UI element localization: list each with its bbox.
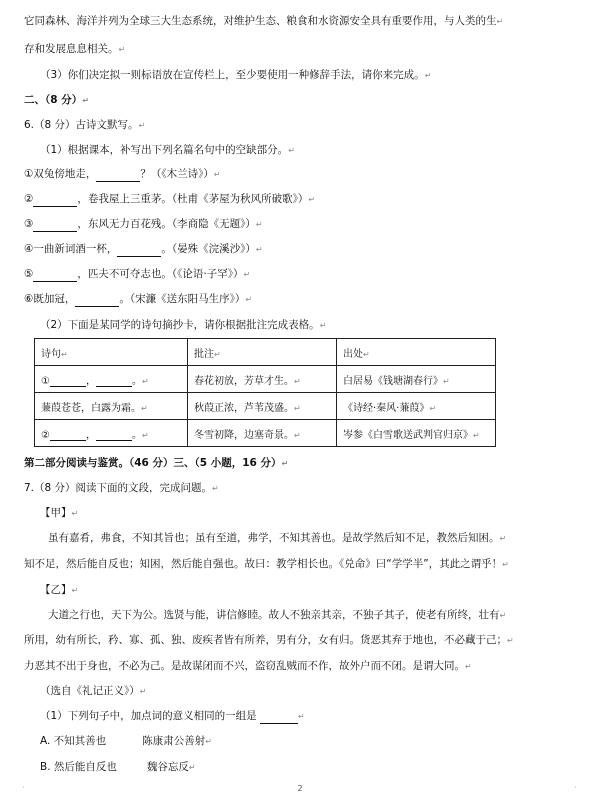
table-row	[35, 366, 496, 393]
question-7-1: （1）下列句子中，加点词的意义相同的一组是 ↵	[40, 710, 305, 722]
header-source: 出处↵	[337, 339, 496, 366]
option-b: B. 然后能自反也 魏谷忘反↵	[40, 761, 196, 773]
corner-mark: ·	[22, 783, 25, 792]
cell-note: 冬雪初降，边塞奇景。↵	[188, 420, 337, 447]
fill-line-2: ② ，卷我屋上三重茅。（杜甫《茅屋为秋风所破歌》）↵	[24, 193, 316, 205]
table-row	[35, 420, 496, 447]
cell-source: 白居易《钱塘湖春行》↵	[337, 366, 496, 393]
table-row	[35, 393, 496, 420]
poem-card-table	[34, 338, 496, 447]
source-note: （选自《礼记正义》）↵	[40, 685, 147, 697]
question-3: （3）你们决定拟一则标语放在宣传栏上，至少要使用一种修辞手法，请你来完成。↵	[40, 69, 432, 81]
answer-blank[interactable]	[117, 244, 161, 257]
question-6-2: （2）下面是某同学的诗句摘抄卡，请你根据批注完成表格。↵	[40, 319, 327, 331]
passage-label-b: 【乙】↵	[40, 584, 79, 596]
answer-blank[interactable]	[50, 374, 86, 387]
answer-blank[interactable]	[260, 711, 298, 724]
cell-poem: ② ， 。↵	[35, 420, 188, 447]
header-poem: 诗句↵	[35, 339, 188, 366]
option-a: A. 不知其善也 陈康肃公善射↵	[40, 735, 212, 747]
text-line: 它同森林、海洋并列为全球三大生态系统，对维护生态、粮食和水资源安全具有重要作用，与人类的生↵	[24, 15, 504, 27]
text-line: 存和发展息息相关。↵	[24, 43, 126, 55]
answer-blank[interactable]	[50, 428, 86, 441]
passage-a-line: 知不足，然后能自反也；知困，然后能自强也。故曰：教学相长也。《兑命》曰“学学半”，其此之谓乎！↵	[24, 558, 509, 570]
section-heading: 二、（8 分）↵	[24, 94, 89, 106]
header-note: 批注↵	[188, 339, 337, 366]
page-number: 2	[297, 784, 303, 793]
cell-note: 春花初放，芳草才生。↵	[188, 366, 337, 393]
part-heading: 第二部分阅读与鉴赏。（46 分）三、（5 小题，16 分）↵	[24, 457, 289, 469]
answer-blank[interactable]	[33, 219, 77, 232]
fill-line-6: ⑥既加冠， 。（宋濂《送东阳马生序》）↵	[24, 293, 253, 305]
cell-poem: ① ， 。↵	[35, 366, 188, 393]
passage-b-line: 大道之行也，天下为公。选贤与能，讲信修睦。故人不独亲其亲，不独子其子，使老有所终，壮有↵	[48, 609, 507, 621]
passage-b-line: 力恶其不出于身也，不必为己。是故谋闭而不兴，盗窃乱贼而不作，故外户而不闭。是谓大同。↵	[24, 660, 472, 672]
passage-b-line: 所用，幼有所长，矜、寡、孤、独、废疾者皆有所养，男有分，女有归。货恶其弃于地也，不必藏于己；↵	[24, 634, 514, 646]
cell-poem: 蒹葭苍苍，白露为霜。↵	[35, 393, 188, 420]
question-6-title: 6.（8 分）古诗文默写。↵	[24, 119, 146, 131]
passage-label-a: 【甲】↵	[40, 507, 79, 519]
answer-blank[interactable]	[33, 194, 77, 207]
corner-mark: ·	[574, 783, 577, 792]
fill-line-1: ①双兔傍地走， ？（《木兰诗》）↵	[24, 168, 221, 180]
fill-line-3: ③ ，东风无力百花残。（李商隐《无题》）↵	[24, 218, 263, 230]
answer-blank[interactable]	[33, 269, 77, 282]
cell-note: 秋葭正浓，芦苇茂盛。↵	[188, 393, 337, 420]
question-7-title: 7.（8 分）阅读下面的文段，完成问题。↵	[24, 482, 219, 494]
table-header-row	[35, 339, 496, 366]
answer-blank[interactable]	[96, 428, 132, 441]
cell-source: 《诗经·秦风·蒹葭》↵	[337, 393, 496, 420]
passage-a-line: 虽有嘉肴，弗食，不知其旨也；虽有至道，弗学，不知其善也。是故学然后知不足，教然后知困。↵	[48, 532, 507, 544]
fill-line-5: ⑤ ，匹夫不可夺志也。（《论语·子罕》）↵	[24, 268, 251, 280]
answer-blank[interactable]	[96, 169, 140, 182]
fill-line-4: ④一曲新词酒一杯， 。（晏殊《浣溪沙》）↵	[24, 243, 263, 255]
answer-blank[interactable]	[96, 374, 132, 387]
answer-blank[interactable]	[75, 294, 119, 307]
question-6-1: （1）根据课本，补写出下列名篇名句中的空缺部分。↵	[40, 144, 295, 156]
cell-source: 岑参《白雪歌送武判官归京》↵	[337, 420, 496, 447]
